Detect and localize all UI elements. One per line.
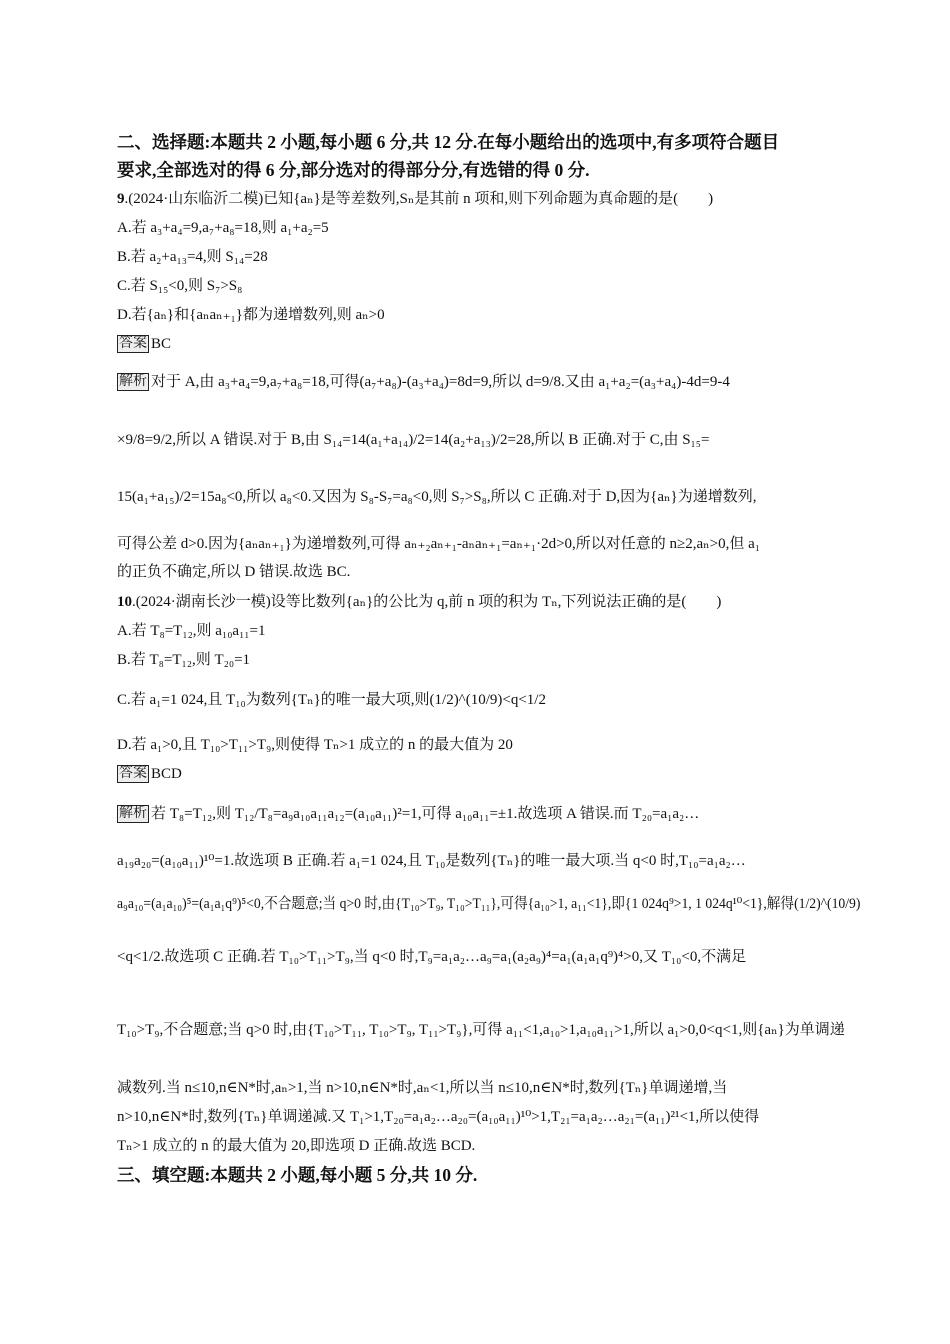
q10-option-b: B.若 T₈=T₁₂,则 T₂₀=1: [117, 652, 251, 668]
q10-answer: BCD: [151, 766, 182, 782]
q9-option-d: D.若{aₙ}和{aₙaₙ₊₁}都为递增数列,则 aₙ>0: [117, 307, 385, 323]
q10-analysis-line: a₁₉a₂₀=(a₁₀a₁₁)¹⁰=1.故选项 B 正确.若 a₁=1 024,且 T₁₀是数列{Tₙ}的唯一最大项.当 q<0 时,T₁₀=a₁a₂…: [117, 853, 746, 869]
q9-stem-text: .(2024·山东临沂二模)已知{aₙ}是等差数列,Sₙ是其前 n 项和,则下列命题为真命题的是( ): [124, 191, 714, 207]
q9-analysis-line: ×9/8=9/2,所以 A 错误.对于 B,由 S₁₄=14(a₁+a₁₄)/2=14(a₂+a₁₃)/2=28,所以 B 正确.对于 C,由 S₁₅=: [117, 432, 710, 448]
analysis-tag: 解析: [119, 374, 147, 389]
q9-option-b: B.若 a₂+a₁₃=4,则 S₁₄=28: [117, 249, 268, 265]
q9-analysis-line: 15(a₁+a₁₅)/2=15a₈<0,所以 a₈<0.又因为 S₈-S₇=a₈<0,则 S₇>S₈,所以 C 正确.对于 D,因为{aₙ}为递增数列,: [117, 489, 757, 505]
q9-analysis-text: 对于 A,由 a₃+a₄=9,a₇+a₈=18,可得(a₇+a₈)-(a₃+a₄)=8d=9,所以 d=9/8.又由 a₁+a₂=(a₃+a₄)-4d=9-4: [151, 374, 730, 390]
q9-analysis-line: [117, 372, 730, 392]
q10-number: 10: [117, 594, 132, 610]
q9-answer-line: [117, 334, 171, 354]
q10-option-c: C.若 a₁=1 024,且 T₁₀为数列{Tₙ}的唯一最大项,则(1/2)^(10/9)<q<1/2: [117, 692, 546, 708]
section2-header-line2: 要求,全部选对的得 6 分,部分选对的得部分分,有选错的得 0 分.: [117, 160, 590, 180]
q9-analysis-line: 的正负不确定,所以 D 错误.故选 BC.: [117, 564, 351, 580]
answer-tag: 答案: [119, 336, 147, 351]
q10-analysis-line: T₁₀>T₉,不合题意;当 q>0 时,由{T₁₀>T₁₁, T₁₀>T₉, T₁₁>T₉},可得 a₁₁<1,a₁₀>1,a₁₀a₁₁>1,所以 a₁>0,0<q<1,则{aₙ}为单调递: [117, 1022, 845, 1038]
q10-analysis-line: 减数列.当 n≤10,n∈N*时,aₙ>1,当 n>10,n∈N*时,aₙ<1,所以当 n≤10,n∈N*时,数列{Tₙ}单调递增,当: [117, 1080, 728, 1096]
q9-option-a: A.若 a₃+a₄=9,a₇+a₈=18,则 a₁+a₂=5: [117, 220, 329, 236]
q10-analysis-line: <q<1/2.故选项 C 正确.若 T₁₀>T₁₁>T₉,当 q<0 时,T₉=a₁a₂…a₉=a₁(a₂a₉)⁴=a₁(a₁a₁q⁹)⁴>0,又 T₁₀<0,不满足: [117, 949, 747, 965]
q9-stem: [117, 189, 713, 209]
q10-analysis-line: [117, 804, 699, 824]
q10-analysis-line: Tₙ>1 成立的 n 的最大值为 20,即选项 D 正确.故选 BCD.: [117, 1138, 476, 1154]
q9-option-c: C.若 S₁₅<0,则 S₇>S₈: [117, 278, 243, 294]
q10-option-a: A.若 T₈=T₁₂,则 a₁₀a₁₁=1: [117, 623, 266, 639]
q10-analysis-text: 若 T₈=T₁₂,则 T₁₂/T₈=a₉a₁₀a₁₁a₁₂=(a₁₀a₁₁)²=1,可得 a₁₀a₁₁=±1.故选项 A 错误.而 T₂₀=a₁a₂…: [151, 806, 700, 822]
q9-answer: BC: [151, 336, 172, 352]
q10-option-d: D.若 a₁>0,且 T₁₀>T₁₁>T₉,则使得 Tₙ>1 成立的 n 的最大值为 20: [117, 737, 513, 753]
q10-stem: [117, 592, 721, 612]
section2-header-line1: 二、选择题:本题共 2 小题,每小题 6 分,共 12 分.在每小题给出的选项中,有多项符合题目: [117, 132, 780, 152]
answer-tag: 答案: [119, 766, 147, 781]
q10-answer-line: [117, 764, 182, 784]
q10-analysis-line: a₉a₁₀=(a₁a₁₀)⁵=(a₁a₁q⁹)⁵<0,不合题意;当 q>0 时,由{T₁₀>T₉, T₁₀>T₁₁},可得{a₁₀>1, a₁₁<1},即{1 024q⁹>1, 1 024q¹⁰<1},解得(1/2)^(10/9): [117, 896, 861, 912]
q9-analysis-line: 可得公差 d>0.因为{aₙaₙ₊₁}为递增数列,可得 aₙ₊₂aₙ₊₁-aₙaₙ₊₁=aₙ₊₁·2d>0,所以对任意的 n≥2,aₙ>0,但 a₁: [117, 536, 761, 552]
analysis-tag: 解析: [119, 806, 147, 821]
q10-analysis-line: n>10,n∈N*时,数列{Tₙ}单调递减.又 T₁>1,T₂₀=a₁a₂…a₂₀=(a₁₀a₁₁)¹⁰>1,T₂₁=a₁a₂…a₂₁=(a₁₁)²¹<1,所以使得: [117, 1109, 760, 1125]
q9-number: 9: [117, 191, 125, 207]
section3-header: 三、填空题:本题共 2 小题,每小题 5 分,共 10 分.: [117, 1165, 478, 1185]
q10-stem-text: .(2024·湖南长沙一模)设等比数列{aₙ}的公比为 q,前 n 项的积为 Tₙ,下列说法正确的是( ): [132, 594, 722, 610]
